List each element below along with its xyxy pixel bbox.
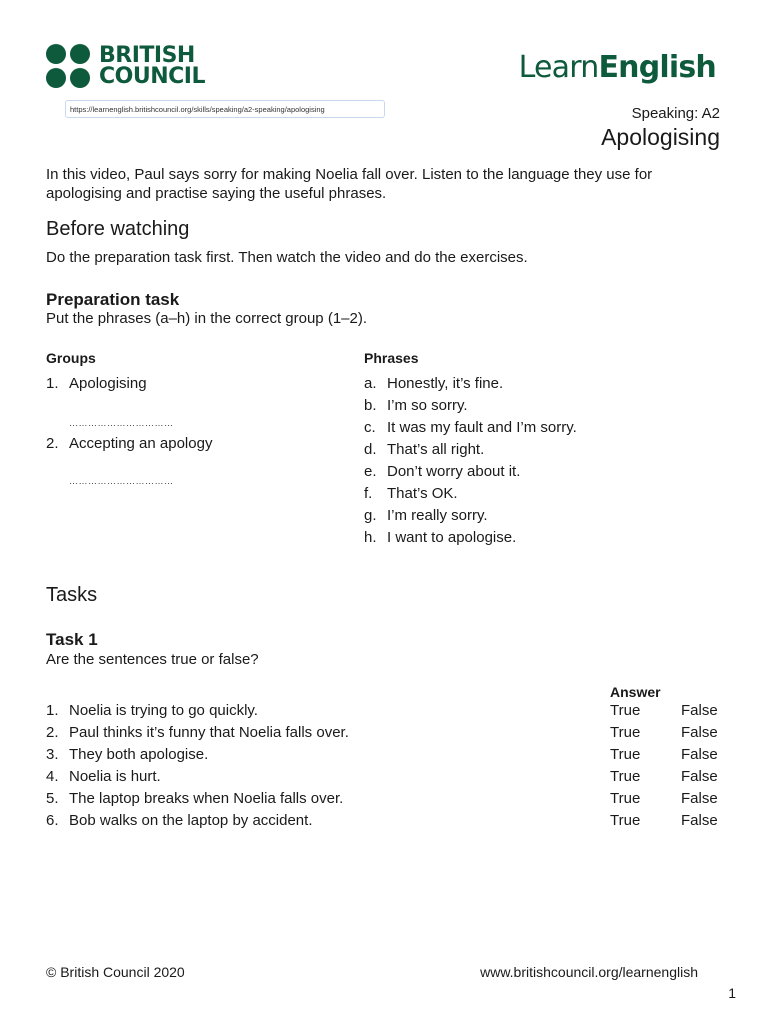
task-row [46, 812, 726, 834]
phrase-letter: g. [364, 507, 377, 524]
phrase-text: I’m so sorry. [387, 397, 468, 414]
task-number: 5. [46, 790, 59, 807]
level-label: Speaking: A2 [631, 105, 720, 122]
phrase-item [364, 529, 577, 551]
phrases-list [364, 375, 577, 551]
tasks-heading: Tasks [46, 584, 98, 606]
false-option[interactable]: False [681, 790, 718, 807]
true-option[interactable]: True [610, 702, 641, 719]
group-1-blank[interactable]: …………………………… [69, 418, 174, 428]
phrase-text: It was my fault and I’m sorry. [387, 419, 577, 436]
false-option[interactable]: False [681, 724, 718, 741]
task-sentence: The laptop breaks when Noelia falls over. [69, 790, 344, 807]
phrase-text: That’s OK. [387, 485, 458, 502]
learnenglish-logo [519, 50, 716, 85]
task-row [46, 790, 726, 812]
false-option[interactable]: False [681, 768, 718, 785]
phrase-letter: c. [364, 419, 376, 436]
footer-copyright: © British Council 2020 [46, 964, 185, 980]
task-1-heading: Task 1 [46, 630, 98, 649]
phrase-item [364, 485, 577, 507]
true-option[interactable]: True [610, 790, 641, 807]
phrase-letter: e. [364, 463, 377, 480]
logo-dots-icon [46, 44, 90, 88]
group-number: 1. [46, 375, 59, 392]
phrase-letter: b. [364, 397, 377, 414]
task-number: 6. [46, 812, 59, 829]
task-number: 4. [46, 768, 59, 785]
phrase-item [364, 507, 577, 529]
task-row [46, 724, 726, 746]
phrase-item [364, 375, 577, 397]
page-number: 1 [728, 985, 736, 1001]
task-number: 2. [46, 724, 59, 741]
phrase-item [364, 463, 577, 485]
phrase-text: That’s all right. [387, 441, 485, 458]
phrases-label: Phrases [364, 350, 419, 366]
phrase-letter: h. [364, 529, 377, 546]
group-text: Apologising [69, 375, 147, 392]
phrase-text: I’m really sorry. [387, 507, 488, 524]
false-option[interactable]: False [681, 702, 718, 719]
task-sentence: They both apologise. [69, 746, 209, 763]
phrase-text: Honestly, it’s fine. [387, 375, 504, 392]
brand-line-2: COUNCIL [99, 64, 205, 89]
footer-site-link[interactable]: www.britishcouncil.org/learnenglish [480, 964, 698, 980]
preparation-task-instruction: Put the phrases (a–h) in the correct group (1–2). [46, 310, 368, 327]
british-council-logo [46, 44, 205, 88]
answer-label: Answer [610, 684, 661, 700]
group-number: 2. [46, 435, 59, 452]
true-option[interactable]: True [610, 724, 641, 741]
task-sentence: Noelia is hurt. [69, 768, 161, 785]
intro-text: In this video, Paul says sorry for making Noelia fall over. Listen to the language they use for apologising and practise saying the useful phrases. [46, 166, 653, 202]
group-item [46, 375, 147, 392]
phrase-letter: a. [364, 375, 377, 392]
english-word: English [598, 50, 716, 85]
group-2-blank[interactable]: …………………………… [69, 476, 174, 486]
task-row [46, 768, 726, 790]
task-sentence: Noelia is trying to go quickly. [69, 702, 258, 719]
task-number: 1. [46, 702, 59, 719]
brand-line-1: BRITISH [99, 43, 195, 68]
task-sentence: Paul thinks it’s funny that Noelia falls over. [69, 724, 349, 741]
preparation-task-heading: Preparation task [46, 290, 180, 309]
group-text: Accepting an apology [69, 435, 213, 452]
task-row [46, 746, 726, 768]
before-watching-heading: Before watching [46, 218, 190, 240]
false-option[interactable]: False [681, 812, 718, 829]
before-watching-text: Do the preparation task first. Then watch the video and do the exercises. [46, 249, 528, 266]
page-title: Apologising [601, 124, 720, 150]
source-url-link[interactable]: https://learnenglish.britishcouncil.org/skills/speaking/a2-speaking/apologising [65, 100, 385, 118]
true-option[interactable]: True [610, 812, 641, 829]
task-1-list [46, 702, 726, 834]
group-item [46, 435, 212, 452]
task-1-instruction: Are the sentences true or false? [46, 651, 259, 668]
phrase-item [364, 441, 577, 463]
task-number: 3. [46, 746, 59, 763]
phrase-text: Don’t worry about it. [387, 463, 521, 480]
groups-label: Groups [46, 350, 96, 366]
phrase-letter: d. [364, 441, 377, 458]
phrase-letter: f. [364, 485, 373, 502]
phrase-item [364, 419, 577, 441]
phrase-item [364, 397, 577, 419]
learn-word: Learn [518, 50, 599, 85]
false-option[interactable]: False [681, 746, 718, 763]
task-row [46, 702, 726, 724]
true-option[interactable]: True [610, 768, 641, 785]
phrase-text: I want to apologise. [387, 529, 517, 546]
task-sentence: Bob walks on the laptop by accident. [69, 812, 313, 829]
true-option[interactable]: True [610, 746, 641, 763]
